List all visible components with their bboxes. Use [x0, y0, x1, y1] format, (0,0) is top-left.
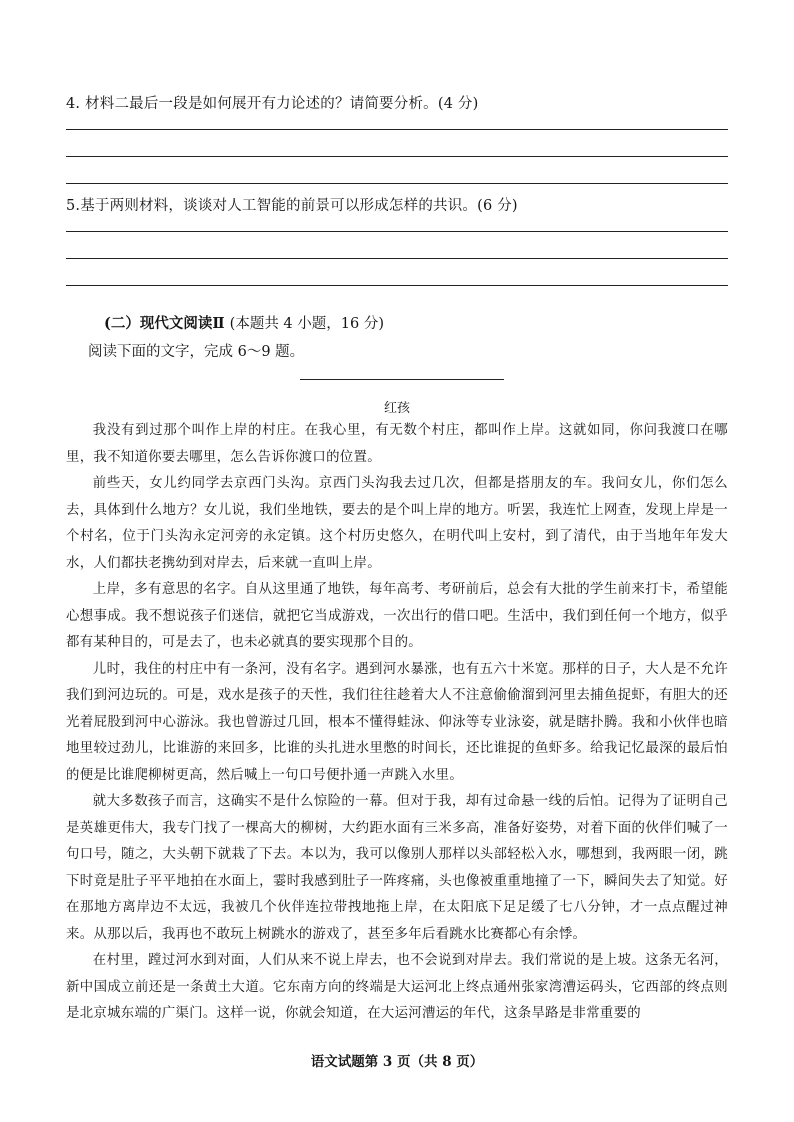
article-title: 红孩: [383, 401, 410, 416]
title-divider: [300, 379, 504, 380]
section-heading: [104, 312, 384, 333]
article-paragraph: 我没有到过那个叫作上岸的村庄。在我心里，有无数个村庄，都叫作上岸。这就如同，你问我渡口在哪里，我不知道你要去哪里，怎么告诉你渡口的位置。: [66, 423, 728, 465]
answer-line: [66, 285, 728, 286]
article-paragraph: 上岸，多有意思的名字。自从这里通了地铁，每年高考、考研前后，总会有大批的学生前来打卡，希望能心想事成。我不想说孩子们迷信，就把它当成游戏，一次出行的借口吧。生活中，我们到任何一个地方，似乎都有某种目的，可是去了，也未必就真的要实现那个目的。: [66, 582, 728, 650]
answer-line: [66, 231, 728, 232]
answer-line: [66, 129, 728, 130]
article-paragraph: 在村里，蹚过河水到对面，人们从来不说上岸去，也不会说到对岸去。我们常说的是上坡。这条无名河，新中国成立前还是一条黄土大道。它东南方向的终端是大运河北上终点通州张家湾漕运码头，它西部的终点则是北京城东端的广渠门。这样一说，你就会知道，在大运河漕运的年代，这条旱路是非常重要的: [66, 953, 728, 1021]
answer-line: [66, 156, 728, 157]
article-body: [66, 418, 728, 1028]
question-4: 4. 材料二最后一段是如何展开有力论述的？请简要分析。(4 分): [66, 96, 479, 112]
article-paragraph: 前些天，女儿约同学去京西门头沟。京西门头沟我去过几次，但都是搭朋友的车。我问女儿，你们怎么去，具体到什么地方？女儿说，我们坐地铁，要去的是个叫上岸的地方。听罢，我连忙上网查，发现上岸是一个村名，位于门头沟永定河旁的永定镇。这个村历史悠久，在明代叫上安村，到了清代，由于当地年年发大水，人们都扶老携幼到对岸去，后来就一直叫上岸。: [66, 476, 728, 571]
section-subtitle: (本题共 4 小题，16 分): [229, 316, 384, 332]
page-footer: 语文试题第 3 页（共 8 页）: [310, 1054, 484, 1070]
answer-line: [66, 183, 728, 184]
section-instruction: 阅读下面的文字，完成 6～9 题。: [88, 344, 305, 360]
question-5: 5.基于两则材料，谈谈对人工智能的前景可以形成怎样的共识。(6 分): [66, 198, 518, 214]
answer-line: [66, 258, 728, 259]
article-paragraph: 就大多数孩子而言，这确实不是什么惊险的一幕。但对于我，却有过命悬一线的后怕。记得为了证明自己是英雄更伟大，我专门找了一棵高大的柳树，大约距水面有三米多高，准备好姿势，对着下面的伙伴们喊了一句口号，随之，大头朝下就栽了下去。本以为，我可以像别人那样以头部轻松入水，哪想到，我两眼一闭，跳下时竟是肚子平平地拍在水面上，霎时我感到肚子一阵疼痛，头也像被重重地撞了一下，瞬间失去了知觉。好在那地方离岸边不太远，我被几个伙伴连拉带拽地拖上岸，在太阳底下足足缓了七八分钟，才一点点醒过神来。从那以后，我再也不敢玩上树跳水的游戏了，甚至多年后看跳水比赛都心有余悸。: [66, 794, 728, 942]
section-title: (二）现代文阅读Ⅱ: [104, 315, 225, 332]
article-paragraph: 儿时，我住的村庄中有一条河，没有名字。遇到河水暴涨，也有五六十米宽。那样的日子，大人是不允许我们到河边玩的。可是，戏水是孩子的天性，我们往往趁着大人不注意偷偷溜到河里去捕鱼捉虾，有胆大的还光着屁股到河中心游泳。我也曾游过几回，根本不懂得蛙泳、仰泳等专业泳姿，就是瞎扑腾。我和小伙伴也暗地里较过劲儿，比谁游的来回多，比谁的头扎进水里憋的时间长，还比谁捉的鱼虾多。给我记忆最深的最后怕的便是比谁爬柳树更高，然后喊上一句口号便扑通一声跳入水里。: [66, 661, 728, 783]
